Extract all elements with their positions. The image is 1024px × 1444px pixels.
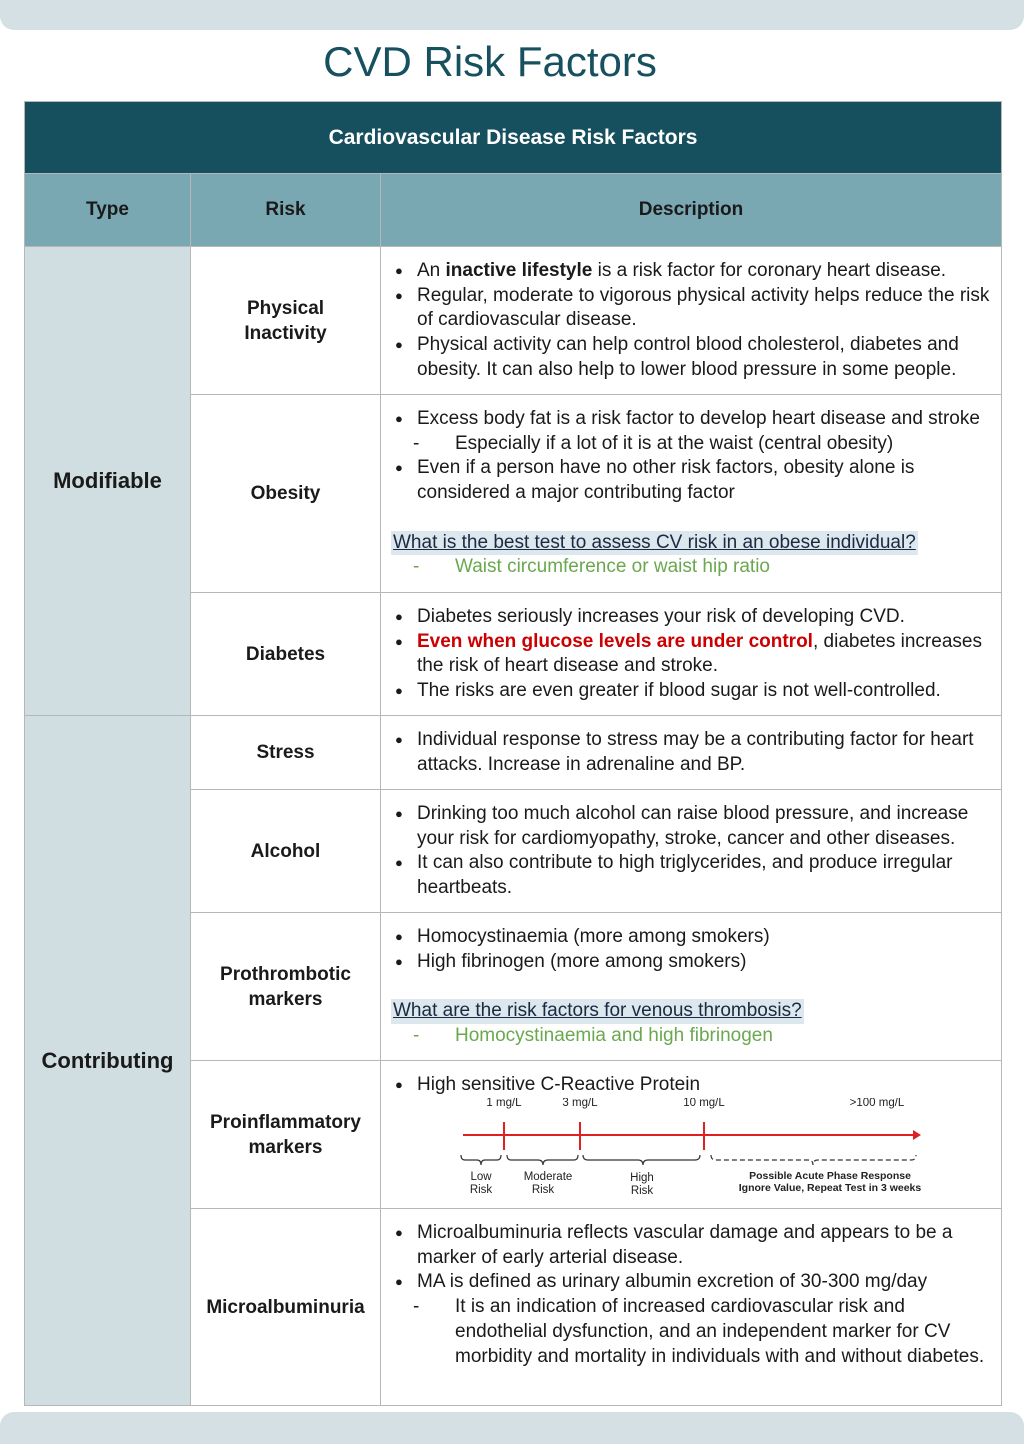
axis-arrowhead [913, 1130, 921, 1140]
bullet-item: ● An inactive lifestyle is a risk factor for coronary heart disease. [393, 259, 991, 284]
risk-physical-inactivity [191, 247, 381, 395]
bottom-band [0, 1412, 1024, 1444]
risk-label-line: Proinflammatory [210, 1111, 361, 1133]
bullet-item: ● Homocystinaemia (more among smokers) [393, 925, 991, 950]
question-link[interactable]: What are the risk factors for venous thrombosis? [391, 999, 804, 1024]
bullet-item: ● Regular, moderate to vigorous physical activity helps reduce the risk of cardiovascular disease. [393, 284, 991, 333]
zone-label: Ignore Value, Repeat Test in 3 weeks [738, 1181, 922, 1194]
risk-stress: Stress [191, 716, 381, 790]
threshold-label-4: >100 mg/L [849, 1097, 905, 1109]
risk-obesity: Obesity [191, 395, 381, 593]
risk-factors-table [24, 101, 1002, 1406]
emphasis-text: inactive lifestyle [445, 260, 593, 281]
description-alcohol [381, 790, 1002, 913]
bullet-item: ● Physical activity can help control blood cholesterol, diabetes and obesity. It can also help to lower blood pressure in some people. [393, 333, 991, 382]
threshold-label-1: 1 mg/L [486, 1097, 522, 1109]
bullet-item: ● High fibrinogen (more among smokers) [393, 950, 991, 975]
bullet-item: ● Microalbuminuria reflects vascular damage and appears to be a marker of early arterial disease. [393, 1221, 991, 1270]
brace-moderate [507, 1155, 578, 1165]
risk-microalbuminuria: Microalbuminuria [191, 1209, 381, 1406]
threshold-label-2: 3 mg/L [562, 1097, 598, 1109]
column-header-type: Type [25, 174, 191, 247]
sub-item: - It is an indication of increased cardiovascular risk and endothelial dysfunction, and an independent marker for CV morbidity and mortality in individuals with and without diabetes. [413, 1296, 985, 1367]
crp-risk-scale [393, 1098, 991, 1198]
risk-label-line: Inactivity [244, 322, 327, 344]
risk-label-line: markers [248, 1136, 323, 1158]
risk-diabetes: Diabetes [191, 593, 381, 716]
bullet-item: ● High sensitive C-Reactive Protein [393, 1073, 991, 1098]
zone-label: Risk [630, 1184, 654, 1197]
risk-proinflammatory-markers [191, 1061, 381, 1209]
description-microalbuminuria [381, 1209, 1002, 1406]
zone-label: Moderate [523, 1170, 573, 1183]
sub-item: - Especially if a lot of it is at the waist (central obesity) [413, 432, 894, 454]
risk-label-line: markers [248, 988, 323, 1010]
type-modifiable: Modifiable [25, 247, 191, 716]
bullet-item: ● MA is defined as urinary albumin excretion of 30-300 mg/day [393, 1270, 991, 1295]
zone-label: Risk [469, 1183, 493, 1196]
threshold-label-3: 10 mg/L [683, 1097, 725, 1109]
bullet-item: ● Excess body fat is a risk factor to develop heart disease and stroke [393, 407, 991, 432]
description-stress [381, 716, 1002, 790]
zone-label: Possible Acute Phase Response [749, 1169, 911, 1182]
description-proinflammatory [381, 1061, 1002, 1209]
description-obesity [381, 395, 1002, 593]
top-band [0, 0, 1024, 30]
bullet-item: ● Individual response to stress may be a contributing factor for heart attacks. Increase in adrenaline and BP. [393, 728, 991, 777]
risk-alcohol: Alcohol [191, 790, 381, 913]
description-diabetes [381, 593, 1002, 716]
type-contributing: Contributing [25, 716, 191, 1406]
column-header-description: Description [381, 174, 1002, 247]
table-row [25, 716, 1002, 790]
zone-label: High [630, 1171, 654, 1184]
zone-label: Low [470, 1170, 492, 1183]
answer-text: - Waist circumference or waist hip ratio [413, 556, 771, 578]
page-title: CVD Risk Factors [323, 38, 657, 85]
bullet-item: ● Diabetes seriously increases your risk of developing CVD. [393, 605, 991, 630]
column-header-risk: Risk [191, 174, 381, 247]
zone-label: Risk [531, 1183, 555, 1196]
bullet-item: ● Even if a person have no other risk factors, obesity alone is considered a major contributing factor [393, 456, 991, 505]
risk-prothrombotic-markers [191, 913, 381, 1061]
crp-scale-diagram [393, 1098, 983, 1198]
bullet-item: ● The risks are even greater if blood sugar is not well-controlled. [393, 679, 991, 704]
answer-text: - Homocystinaemia and high fibrinogen [413, 1024, 773, 1046]
bullet-item: ● It can also contribute to high triglycerides, and produce irregular heartbeats. [393, 851, 991, 900]
table-row [25, 247, 1002, 395]
risk-label-line: Physical [246, 297, 325, 319]
risk-label-line: Prothrombotic [220, 963, 351, 985]
table-heading: Cardiovascular Disease Risk Factors [25, 102, 1002, 174]
question-link[interactable]: What is the best test to assess CV risk in an obese individual? [391, 531, 918, 556]
description-prothrombotic [381, 913, 1002, 1061]
brace-low [461, 1155, 501, 1165]
bullet-item: ● Even when glucose levels are under control, diabetes increases the risk of heart disease and stroke. [393, 630, 991, 679]
description-physical-inactivity [381, 247, 1002, 395]
bullet-item: ● Drinking too much alcohol can raise blood pressure, and increase your risk for cardiomyopathy, stroke, cancer and other diseases. [393, 802, 991, 851]
brace-acute [711, 1155, 916, 1165]
brace-high [583, 1155, 700, 1165]
emphasis-text: Even when glucose levels are under control [417, 630, 813, 652]
